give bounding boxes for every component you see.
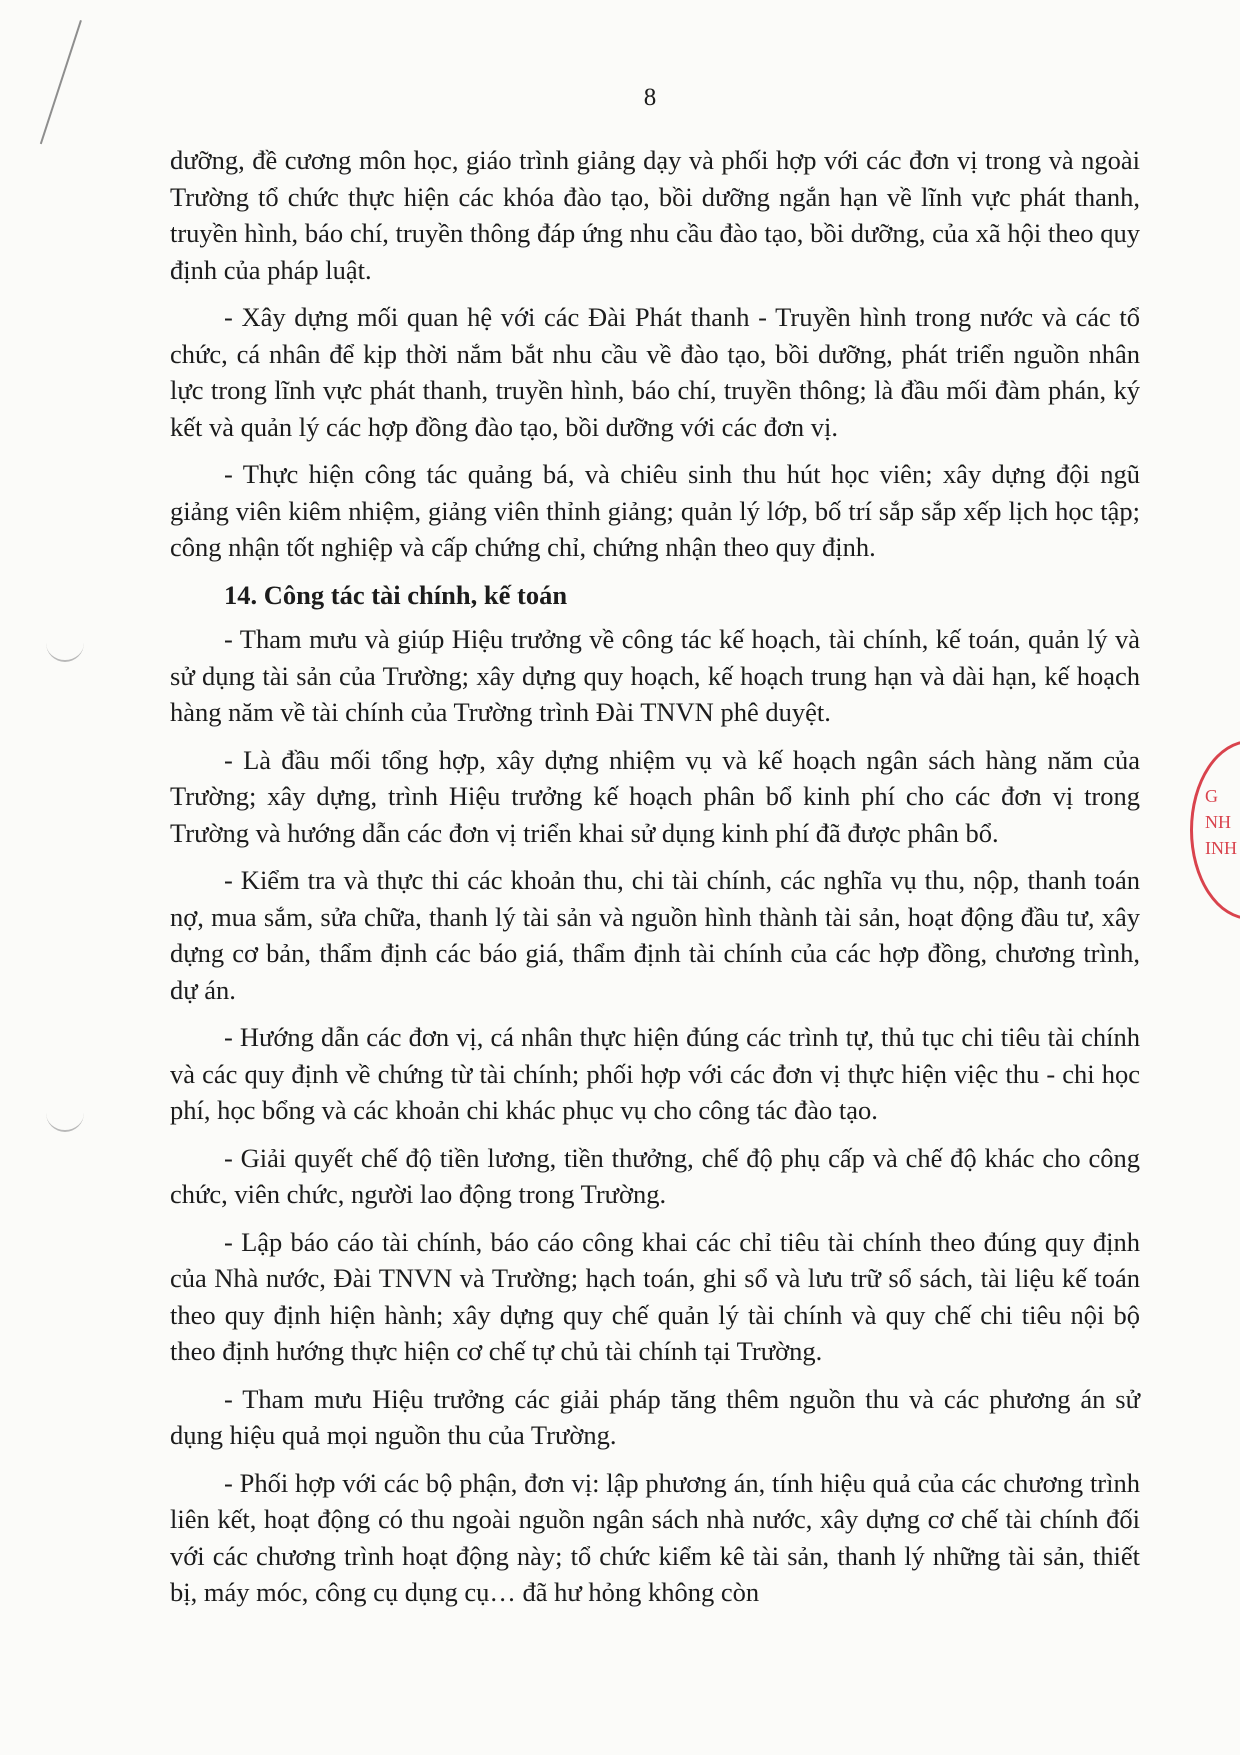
paragraph: - Tham mưu Hiệu trưởng các giải pháp tăng thêm nguồn thu và các phương án sử dụng hiệu quả mọi nguồn thu của Trường. bbox=[170, 1383, 1140, 1450]
paragraph: - Hướng dẫn các đơn vị, cá nhân thực hiện đúng các trình tự, thủ tục chi tiêu tài chính và các quy định về chứng từ tài chính; phối hợp với các đơn vị thực hiện việc thu - chi học phí, học bổng và các khoản chi khác phục vụ cho công tác đào tạo. bbox=[170, 1022, 1140, 1125]
paragraph: - Phối hợp với các bộ phận, đơn vị: lập phương án, tính hiệu quả của các chương trình liên kết, hoạt động có thu ngoài nguồn ngân sách nhà nước, xây dựng cơ chế tài chính đối với các chương trình hoạt động này; tổ chức kiểm kê tài sản, thanh lý những tài sản, thiết bị, máy móc, công cụ dụng cụ… đã hư hỏng không còn bbox=[170, 1467, 1140, 1607]
scan-artifact-line bbox=[40, 20, 82, 144]
punch-hole-mark bbox=[46, 1110, 84, 1132]
stamp-text-line: G bbox=[1205, 786, 1218, 806]
paragraph: - Kiểm tra và thực thi các khoản thu, chi tài chính, các nghĩa vụ thu, nộp, thanh toán nợ, mua sắm, sửa chữa, thanh lý tài sản và nguồn hình thành tài sản, hoạt động đầu tư, xây dựng cơ bản, thẩm định các báo giá, thẩm định tài chính của các hợp đồng, chương trình, dự án. bbox=[170, 865, 1140, 1005]
paragraph: - Là đầu mối tổng hợp, xây dựng nhiệm vụ và kế hoạch ngân sách hàng năm của Trường; xây dựng, trình Hiệu trưởng kế hoạch phân bổ kinh phí cho các đơn vị trong Trường và hướng dẫn các đơn vị triển khai sử dụng kinh phí đã được phân bổ. bbox=[170, 744, 1140, 848]
paragraph: - Thực hiện công tác quảng bá, và chiêu sinh thu hút học viên; xây dựng đội ngũ giảng viên kiêm nhiệm, giảng viên thỉnh giảng; quản lý lớp, bố trí sắp sắp xếp lịch học tập; công nhận tốt nghiệp và cấp chứng chỉ, chứng nhận theo quy định. bbox=[170, 459, 1140, 562]
paragraph: dưỡng, đề cương môn học, giáo trình giảng dạy và phối hợp với các đơn vị trong và ngoài Trường tổ chức thực hiện các khóa đào tạo, bồi dưỡng ngắn hạn về lĩnh vực phát thanh, truyền hình, báo chí, truyền thông đáp ứng nhu cầu đào tạo, bồi dưỡng, của xã hội theo quy định của pháp luật. bbox=[170, 145, 1140, 285]
red-seal-stamp bbox=[1190, 740, 1240, 920]
paragraph: - Lập báo cáo tài chính, báo cáo công khai các chỉ tiêu tài chính theo đúng quy định của Nhà nước, Đài TNVN và Trường; hạch toán, ghi sổ và lưu trữ sổ sách, tài liệu kế toán theo quy định hiện hành; xây dựng quy chế quản lý tài chính và quy chế chi tiêu nội bộ theo định hướng thực hiện cơ chế tự chủ tài chính tại Trường. bbox=[170, 1226, 1140, 1366]
stamp-text-line: NH bbox=[1205, 812, 1231, 832]
document-body bbox=[170, 142, 1140, 1622]
section-heading: 14. Công tác tài chính, kế toán bbox=[224, 579, 568, 610]
paragraph: - Giải quyết chế độ tiền lương, tiền thưởng, chế độ phụ cấp và chế độ khác cho công chức, viên chức, người lao động trong Trường. bbox=[170, 1142, 1140, 1209]
stamp-text-line: INH bbox=[1205, 838, 1237, 858]
paragraph: - Xây dựng mối quan hệ với các Đài Phát thanh - Truyền hình trong nước và các tổ chức, cá nhân để kịp thời nắm bắt nhu cầu về đào tạo, bồi dưỡng, phát triển nguồn nhân lực trong lĩnh vực phát thanh, truyền hình, báo chí, truyền thông; là đầu mối đàm phán, ký kết và quản lý các hợp đồng đào tạo, bồi dưỡng với các đơn vị. bbox=[170, 302, 1140, 442]
page-number: 8 bbox=[643, 84, 657, 111]
punch-hole-mark bbox=[46, 640, 84, 662]
paragraph: - Tham mưu và giúp Hiệu trưởng về công tác kế hoạch, tài chính, kế toán, quản lý và sử dụng tài sản của Trường; xây dựng quy hoạch, kế hoạch trung hạn và dài hạn, kế hoạch hàng năm về tài chính của Trường trình Đài TNVN phê duyệt. bbox=[170, 624, 1140, 727]
